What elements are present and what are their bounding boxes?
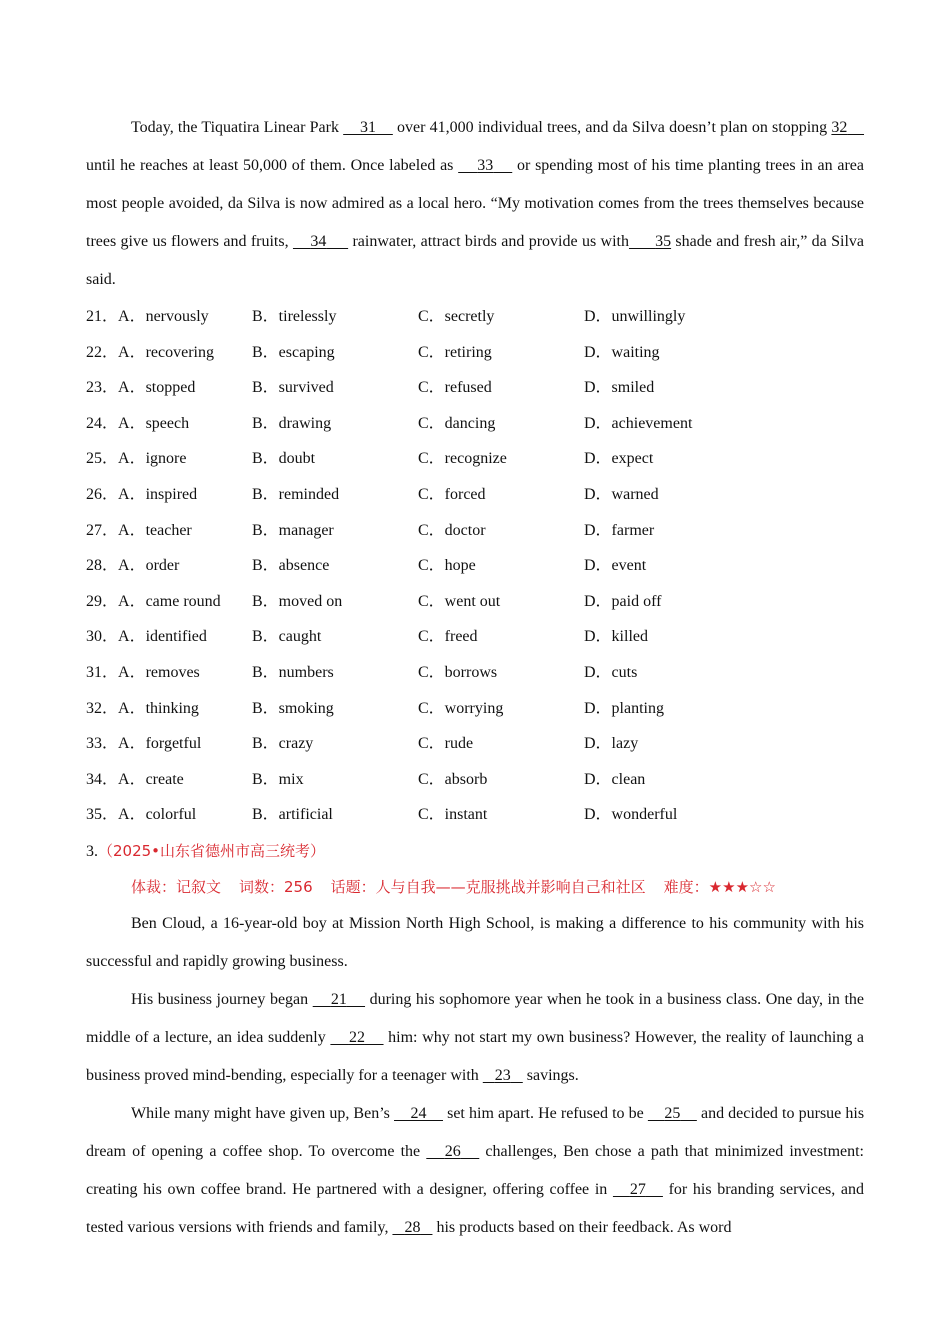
question-row-26 <box>86 477 864 513</box>
passage-meta <box>86 869 864 905</box>
question-row-24 <box>86 406 864 442</box>
option-c: C．retiring <box>418 343 492 361</box>
option-d: D．clean <box>584 770 646 788</box>
option-c: C．refused <box>418 379 492 397</box>
option-b: B．doubt <box>252 450 316 468</box>
question-row-21 <box>86 299 864 335</box>
blank-22: 22 <box>348 1028 365 1046</box>
passage-text: rainwater, attract birds and provide us with <box>348 233 629 250</box>
question-row-27 <box>86 513 864 549</box>
blank-21: 21 <box>330 990 347 1008</box>
question-number-and-option-a: 23．A．stopped <box>86 379 196 397</box>
passage-text: shade and fresh air,” da Silva said. <box>86 233 865 288</box>
question-number-and-option-a: 26．A．inspired <box>86 485 198 503</box>
option-d: D．cuts <box>584 663 638 681</box>
option-d: D．warned <box>584 485 659 503</box>
passage-paragraph <box>86 109 864 299</box>
option-b: B．reminded <box>252 485 340 503</box>
passage-text: savings. <box>522 1066 579 1084</box>
question-row-33 <box>86 726 864 762</box>
question-row-35 <box>86 797 864 833</box>
passage-text: Today, the Tiquatira Linear Park <box>131 119 344 136</box>
blank-33: 33 <box>477 157 494 174</box>
option-d: D．killed <box>584 628 648 646</box>
question-number-and-option-a: 31．A．removes <box>86 663 200 681</box>
question-number-and-option-a: 29．A．came round <box>86 592 221 610</box>
question-number-and-option-a: 34．A．create <box>86 770 184 788</box>
option-c: C．forced <box>418 485 486 503</box>
blank-25: 25 <box>664 1104 681 1122</box>
option-b: B．escaping <box>252 343 335 361</box>
passage-text: during his sophomore year when he took in a business class. One day, in the middle of a lecture, an idea suddenly <box>86 990 865 1046</box>
blank-28: 28 <box>404 1218 421 1236</box>
passage-paragraph: Ben Cloud, a 16-year-old boy at Mission North High School, is making a difference to his community with his successful and rapidly growing business. <box>86 914 864 970</box>
document-page <box>86 108 864 1247</box>
option-d: D．event <box>584 557 647 575</box>
option-b: B．tirelessly <box>252 308 337 325</box>
option-c: C．absorb <box>418 770 488 788</box>
blank-23: 23 <box>494 1066 511 1084</box>
option-b: B．caught <box>252 628 322 646</box>
option-c: C．borrows <box>418 663 498 681</box>
option-b: B．numbers <box>252 663 334 681</box>
section-number: 3. <box>86 842 98 860</box>
option-d: D．lazy <box>584 735 639 753</box>
option-b: B．moved on <box>252 592 343 610</box>
option-d: D．achievement <box>584 414 693 432</box>
option-b: B．mix <box>252 770 304 788</box>
genre-label: 体裁：记叙文 <box>131 877 222 896</box>
question-number-and-option-a: 24．A．speech <box>86 414 190 432</box>
passage-paragraph <box>86 1095 864 1247</box>
passage-text: set him apart. He refused to be <box>442 1104 648 1122</box>
blank-34: 34 <box>310 233 327 250</box>
question-number-and-option-a: 32．A．thinking <box>86 699 199 717</box>
option-d: D．expect <box>584 450 654 468</box>
option-c: C．recognize <box>418 450 507 468</box>
option-b: B．crazy <box>252 735 314 753</box>
passage-text: until he reaches at least 50,000 of them. Once labeled as <box>86 157 459 174</box>
option-b: B．absence <box>252 557 330 575</box>
question-number-and-option-a: 33．A．forgetful <box>86 735 202 753</box>
passage-text: for his branding services, and tested various versions with friends and family, <box>86 1180 865 1236</box>
passage-text: and decided to pursue his dream of opening a coffee shop. To overcome the <box>86 1104 865 1160</box>
blank-27: 27 <box>629 1180 646 1198</box>
option-c: C．doctor <box>418 521 486 539</box>
passage-text: While many might have given up, Ben’s <box>131 1104 395 1122</box>
option-b: B．survived <box>252 379 334 397</box>
question-number-and-option-a: 27．A．teacher <box>86 521 192 539</box>
option-b: B．manager <box>252 521 334 539</box>
passage-text: or spending most of his time planting trees in an area most people avoided, da Silva is now admired as a local hero. “My motivation comes from the trees themselves because trees give us flowers and fruits, <box>86 157 865 250</box>
blank-26: 26 <box>444 1142 461 1160</box>
option-b: B．smoking <box>252 699 334 717</box>
option-c: C．instant <box>418 806 488 824</box>
passage-text: him: why not start my own business? However, the reality of launching a business proved mind-bending, especially for a teenager with <box>86 1028 865 1084</box>
option-c: C．dancing <box>418 414 496 432</box>
blank-31: 31 <box>360 119 376 136</box>
question-number-and-option-a: 22．A．recovering <box>86 343 214 361</box>
option-b: B．artificial <box>252 806 333 824</box>
option-d: D．unwillingly <box>584 308 686 325</box>
difficulty-label: 难度：★★★☆☆ <box>663 877 776 896</box>
blank-35: 35 <box>655 233 672 250</box>
question-row-31 <box>86 655 864 691</box>
question-row-30 <box>86 619 864 655</box>
option-d: D．planting <box>584 699 664 717</box>
option-d: D．farmer <box>584 521 655 539</box>
blank-32: 32 <box>831 119 848 136</box>
passage-paragraph <box>86 981 864 1095</box>
question-row-28 <box>86 548 864 584</box>
option-d: D．smiled <box>584 379 655 397</box>
question-number-and-option-a: 25．A．ignore <box>86 450 187 468</box>
question-number-and-option-a: 21．A．nervously <box>86 308 209 325</box>
question-number-and-option-a: 30．A．identified <box>86 628 207 646</box>
option-c: C．worrying <box>418 699 504 717</box>
option-d: D．wonderful <box>584 806 678 824</box>
section-source <box>86 833 864 869</box>
blank-24: 24 <box>410 1104 427 1122</box>
question-number-and-option-a: 28．A．order <box>86 557 180 575</box>
option-c: C．hope <box>418 557 476 575</box>
option-d: D．paid off <box>584 592 662 610</box>
question-row-29 <box>86 584 864 620</box>
passage-text: over 41,000 individual trees, and da Silva doesn’t plan on stopping <box>392 119 832 136</box>
question-row-34 <box>86 762 864 798</box>
option-c: C．secretly <box>418 308 495 325</box>
topic-label: 话题：人与自我——克服挑战并影响自己和社区 <box>330 877 646 896</box>
word-count: 词数：256 <box>239 877 313 896</box>
option-c: C．went out <box>418 592 501 610</box>
option-c: C．rude <box>418 735 474 753</box>
question-row-22 <box>86 335 864 371</box>
option-d: D．waiting <box>584 343 660 361</box>
option-b: B．drawing <box>252 414 332 432</box>
question-row-32 <box>86 691 864 727</box>
passage-text: His business journey began <box>131 990 313 1008</box>
question-row-25 <box>86 441 864 477</box>
passage-text: his products based on their feedback. As word <box>432 1218 732 1236</box>
option-c: C．freed <box>418 628 478 646</box>
question-number-and-option-a: 35．A．colorful <box>86 806 197 824</box>
passage-text: challenges, Ben chose a path that minimized investment: creating his own coffee brand. He partnered with a designer, offering coffee in <box>86 1142 865 1198</box>
question-row-23 <box>86 370 864 406</box>
question-list <box>86 299 864 833</box>
source-label: （2025•山东省德州市高三统考） <box>98 841 326 860</box>
